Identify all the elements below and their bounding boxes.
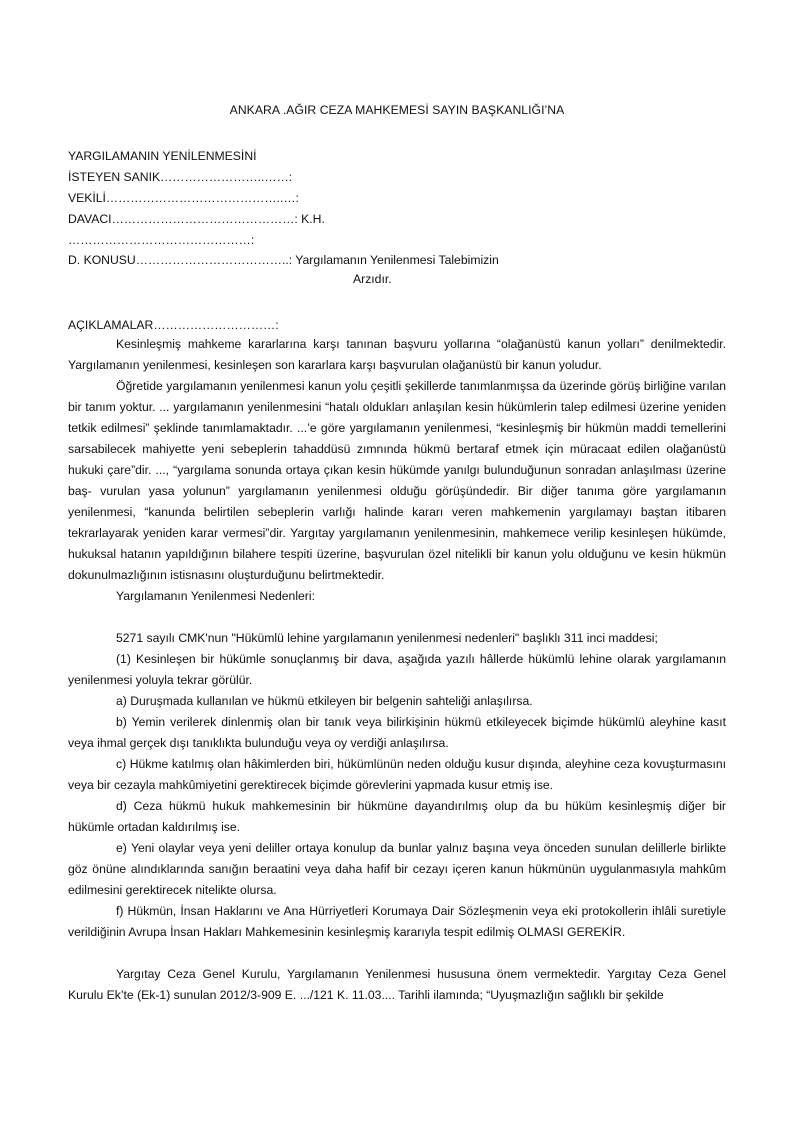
header-line-1: YARGILAMANIN YENİLENMESİNİ <box>68 149 257 163</box>
paragraph: 5271 sayılı CMK'nun "Hükümlü lehine yargılamanın yenilenmesi nedenleri" başlıklı 311 inci maddesi; <box>116 631 658 645</box>
paragraph: (1) Kesinleşen bir hükümle sonuçlanmış bir dava, aşağıda yazılı hâllerde hükümlü lehine olarak yargılamanın yenilenmesi yoluyla tekrar görülür. <box>68 652 726 687</box>
paragraph: d) Ceza hükmü hukuk mahkemesinin bir hükmüne dayandırılmış olup da bu hüküm kesinleşmiş diğer bir hükümle ortadan kaldırılmış ise. <box>68 799 726 834</box>
closing-word: Arzıdır. <box>353 272 392 286</box>
section-heading: AÇIKLAMALAR…………………………: <box>68 318 279 332</box>
document-body <box>68 334 726 1006</box>
paragraph: Kesinleşmiş mahkeme kararlarına karşı tanınan başvuru yollarına “olağanüstü kanun yolları” denilmektedir. Yargılamanın yenilenmesi, kesinleşen son kararlara karşı başvurulan olağanüstü bir kanun yoludur. <box>68 337 726 372</box>
paragraph: b) Yemin verilerek dinlenmiş olan bir tanık veya bilirkişinin hükmü etkileyecek biçimde hükümlü aleyhine kasıt veya ihmal gerçek dışı tanıklıkta bulunduğu veya oy verdiği anlaşılırsa. <box>68 715 726 750</box>
paragraph: a) Duruşmada kullanılan ve hükmü etkileyen bir belgenin sahteliği anlaşılırsa. <box>116 694 533 708</box>
header-line-6: D. KONUSU………………………………..: Yargılamanın Yenilenmesi Talebimizin <box>68 253 499 267</box>
document-title: ANKARA .AĞIR CEZA MAHKEMESİ SAYIN BAŞKANLIĞI’NA <box>229 103 565 117</box>
paragraph: c) Hükme katılmış olan hâkimlerden biri, hükümlünün neden olduğu kusur dışında, aleyhine ceza kovuşturmasını veya bir cezayla mahkûmiyetini gerektirecek biçimde görevlerini yapmada kusur etmiş ise. <box>68 757 726 792</box>
header-line-2: İSTEYEN SANIK……………………..……: <box>68 170 293 184</box>
paragraph: Yargıtay Ceza Genel Kurulu, Yargılamanın Yenilenmesi hususuna önem vermektedir. Yargıtay Ceza Genel Kurulu Ek’te (Ek-1) sunulan 2012/3-909 E. .../121 K. 11.03.... Tarihli ilamında; “Uyuşmazlığın sağlıklı bir şekilde <box>68 967 726 1002</box>
paragraph: Yargılamanın Yenilenmesi Nedenleri: <box>116 589 315 603</box>
header-line-4: DAVACI………………………………………: K.H. <box>68 212 325 226</box>
paragraph: f) Hükmün, İnsan Haklarını ve Ana Hürriyetleri Korumaya Dair Sözleşmenin veya eki protokollerin ihlâli suretiyle verildiğinin Avrupa İnsan Hakları Mahkemesinin kesinleşmiş kararıyla tespit edilmiş OLMASI GEREKİR. <box>68 904 726 939</box>
header-line-3: VEKİLİ……………………………………..…: <box>68 191 299 205</box>
paragraph: e) Yeni olaylar veya yeni deliller ortaya konulup da bunlar yalnız başına veya önceden sunulan delillerle birlikte göz önüne alındıklarında sanığın beraatini veya daha hafif bir cezayı içeren kanun hükmünün uygulanmasıyla mahkûm edilmesini gerektirecek nitelikte olursa. <box>68 841 726 897</box>
header-line-5: ………………………………………: <box>68 233 255 247</box>
paragraph: Öğretide yargılamanın yenilenmesi kanun yolu çeşitli şekillerde tanımlanmışsa da üzerinde görüş birliğine varılan bir tanım yoktur. ... yargılamanın yenilenmesini “hatalı oldukları anlaşılan kesin hükümlerin talep edilmesi üzerine yeniden tetkik edilmesi” şeklinde tanımlamaktadır. ...’e göre yargılamanın yenilenmesi, “kesinleşmiş bir hükmün maddi temellerini sarsabilecek mahiyette yeni sebeplerin tahaddüsü zımnında hükmü bertaraf etmek için müracaat edilen olağanüstü hukuki çare”dir. ..., “yargılama sonunda ortaya çıkan kesin hükümde yanılgı bulunduğunun sonradan anlaşılması üzerine baş- vurulan yasa yolunun” yargılamanın yenilenmesi olduğu görüşündedir. Bir diğer tanıma göre yargılamanın yenilenmesi, “kanunda belirtilen sebeplerin varlığı halinde kararı veren mahkemenin yargılamayı baştan itibaren tekrarlayarak yeniden karar vermesi”dir. Yargıtay yargılamanın yenilenmesinin, mahkemece verilip kesinleşen hükümde, hukuksal hatanın yapıldığının bilahere tespiti üzerine, başvurulan özel nitelikli bir kanun yolu olduğunu ve kesin hükmün dokunulmazlığının istisnasını oluşturduğunu belirtmektedir. <box>68 379 726 582</box>
